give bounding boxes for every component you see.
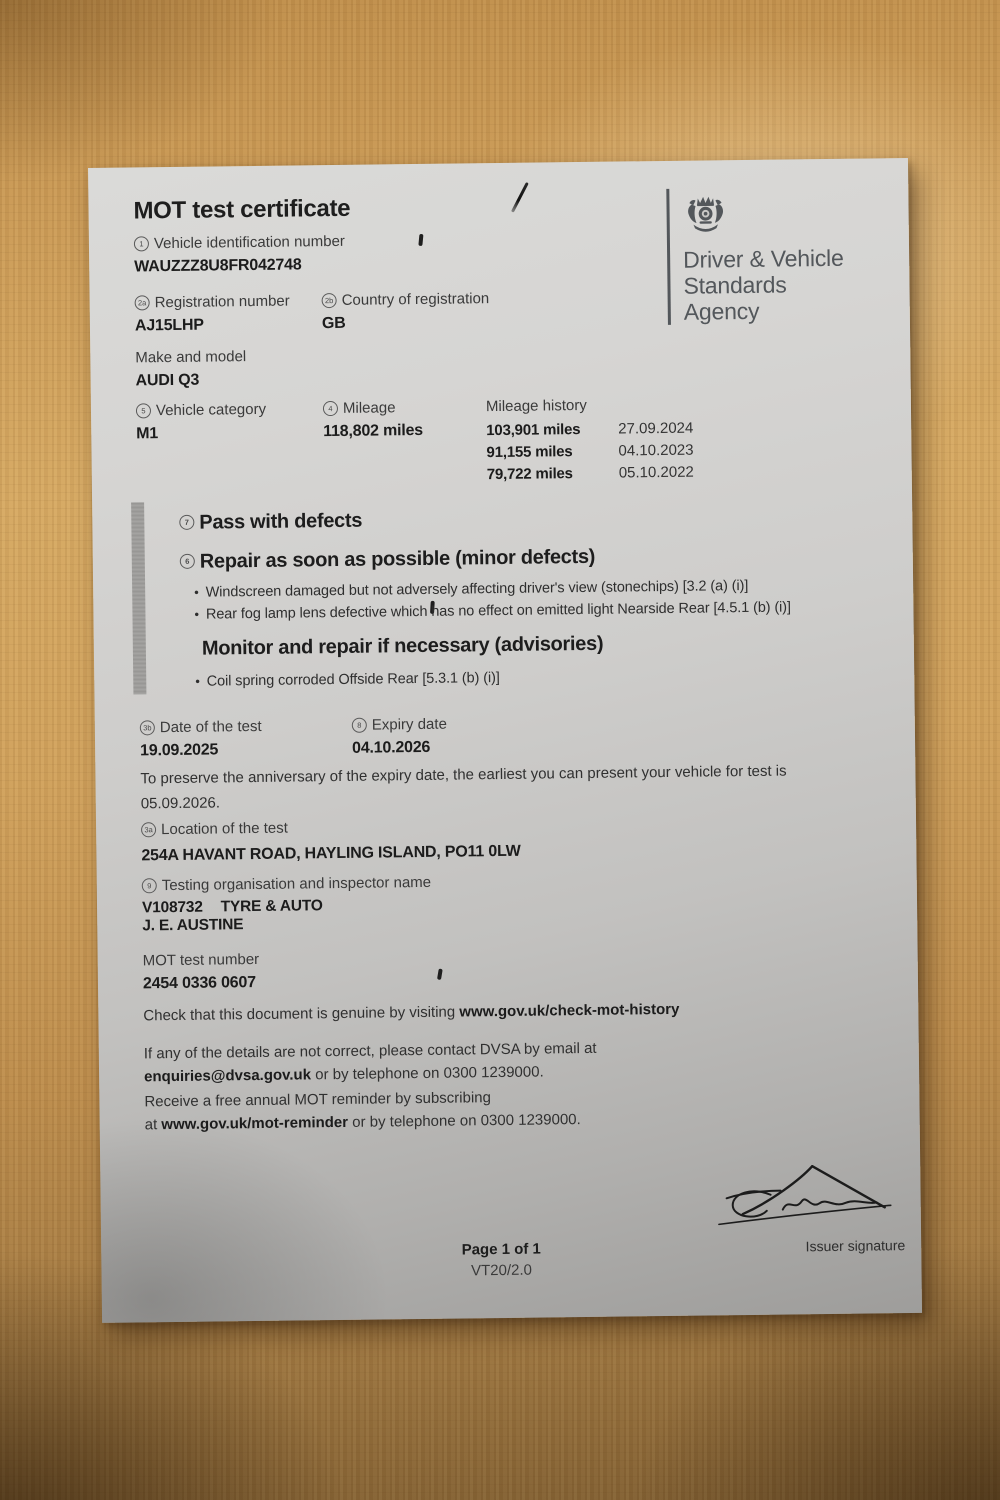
country-label: 2b Country of registration (322, 289, 490, 311)
field-marker: 3a (141, 822, 156, 837)
genuine-note: Check that this document is genuine by visiting www.gov.uk/check-mot-history (143, 1000, 680, 1025)
test-date-value: 19.09.2025 (140, 741, 219, 760)
registration-field (135, 291, 323, 336)
make-model-field (135, 340, 865, 392)
minor-defects-heading: 6 Repair as soon as possible (minor defects) (180, 542, 868, 574)
vehicle-category-label: 5 Vehicle category (136, 399, 323, 421)
country-field (322, 289, 490, 334)
field-marker: 4 (323, 401, 338, 416)
defects-section (179, 503, 869, 693)
field-marker: 2a (135, 295, 150, 310)
dvsa-email: enquiries@dvsa.gov.uk (144, 1066, 312, 1086)
check-mot-history-link: www.gov.uk/check-mot-history (459, 1000, 680, 1021)
mileage-row (136, 393, 867, 491)
mileage-history-row: 79,722 miles 05.10.2022 (486, 463, 694, 484)
field-marker: 2b (322, 293, 337, 308)
vin-label: 1 Vehicle identification number (134, 226, 864, 255)
issuer-signature-block (708, 1158, 909, 1255)
mot-number-label: MOT test number (142, 950, 260, 970)
dates-row (140, 709, 870, 761)
field-marker: 6 (180, 554, 195, 569)
mileage-field (323, 397, 487, 488)
expiry-date-label: 8 Expiry date (352, 715, 447, 736)
defect-item: • Windscreen damaged but not adversely affecting driver's view (stonechips) [3.2 (a) (i)] (194, 574, 868, 604)
inspector-name: J. E. AUSTINE (142, 916, 244, 935)
mot-number-field (143, 942, 873, 994)
expiry-date-field (352, 715, 448, 759)
vehicle-category-value: M1 (136, 425, 159, 443)
field-marker: 8 (352, 718, 367, 733)
mot-reminder-link: www.gov.uk/mot-reminder (161, 1113, 349, 1134)
reminder-note: Receive a free annual MOT reminder by subscribing at www.gov.uk/mot-reminder or by telephone on 0300 1239000. (144, 1089, 581, 1134)
testing-org-label: 9 Testing organisation and inspector name (142, 867, 872, 896)
anniversary-note: To preserve the anniversary of the expiry date, the earliest you can present your vehicle for test is 05.09.2026. (140, 762, 787, 813)
vin-value: WAUZZZ8U8FR042748 (134, 256, 302, 276)
location-value: 254A HAVANT ROAD, HAYLING ISLAND, PO11 0LW (141, 842, 521, 865)
org-name: TYRE & AUTO (220, 897, 323, 916)
location-field (141, 811, 872, 866)
dvsa-name-line3: Agency (683, 297, 760, 325)
country-value: GB (321, 314, 346, 333)
page-footer (401, 1239, 601, 1283)
registration-label: 2a Registration number (135, 291, 322, 313)
mileage-history-row: 91,155 miles 04.10.2023 (486, 441, 694, 462)
advisories-list (195, 662, 869, 692)
field-marker: 5 (136, 403, 151, 418)
mot-number-value: 2454 0336 0607 (142, 974, 256, 993)
mileage-history-field (486, 395, 694, 487)
advisories-heading: Monitor and repair if necessary (advisories) (201, 632, 604, 660)
field-marker: 3b (140, 720, 155, 735)
registration-value: AJ15LHP (134, 316, 204, 335)
mileage-label: 4 Mileage (323, 397, 486, 419)
mileage-value: 118,802 miles (323, 421, 424, 441)
field-marker: 7 (179, 515, 194, 530)
field-marker: 1 (134, 236, 149, 251)
vin-field (134, 226, 864, 278)
issuer-signature-label: Issuer signature (805, 1237, 906, 1255)
mileage-history-row: 103,901 miles 27.09.2024 (486, 419, 694, 440)
vehicle-category-field (136, 399, 324, 490)
form-number: VT20/2.0 (470, 1261, 533, 1280)
advisory-item: • Coil spring corroded Offside Rear [5.3.1 (b) (i)] (195, 662, 869, 692)
location-label: 3a Location of the test (141, 811, 871, 840)
defect-item: • Rear fog lamp lens defective which has no effect on emitted light Nearside Rear [4.5.1 (b) (i)] (194, 595, 868, 625)
contact-note: If any of the details are not correct, please contact DVSA by email at enquiries@dvsa.gov.uk or by telephone on 0300 1239000. (143, 1039, 597, 1086)
signature-icon (708, 1158, 909, 1232)
page-number: Page 1 of 1 (461, 1240, 541, 1259)
minor-defects-list (194, 574, 868, 626)
testing-org-field (142, 867, 873, 935)
registration-row (135, 285, 865, 337)
dvsa-name-line2: Standards (683, 271, 787, 299)
dvsa-name-line1: Driver & Vehicle (683, 244, 844, 273)
org-number: V108732 (141, 898, 203, 917)
certificate-content (88, 158, 922, 1323)
field-marker: 9 (142, 878, 157, 893)
test-date-label: 3b Date of the test (140, 716, 352, 739)
mileage-history-label: Mileage history (485, 396, 587, 416)
make-model-label: Make and model (135, 348, 247, 367)
make-model-value: AUDI Q3 (135, 371, 200, 390)
mot-certificate-sheet (88, 158, 922, 1323)
test-date-field (140, 716, 353, 762)
expiry-date-value: 04.10.2026 (352, 738, 431, 757)
page-title: MOT test certificate (133, 194, 351, 225)
test-result-heading: 7 Pass with defects (179, 503, 867, 535)
